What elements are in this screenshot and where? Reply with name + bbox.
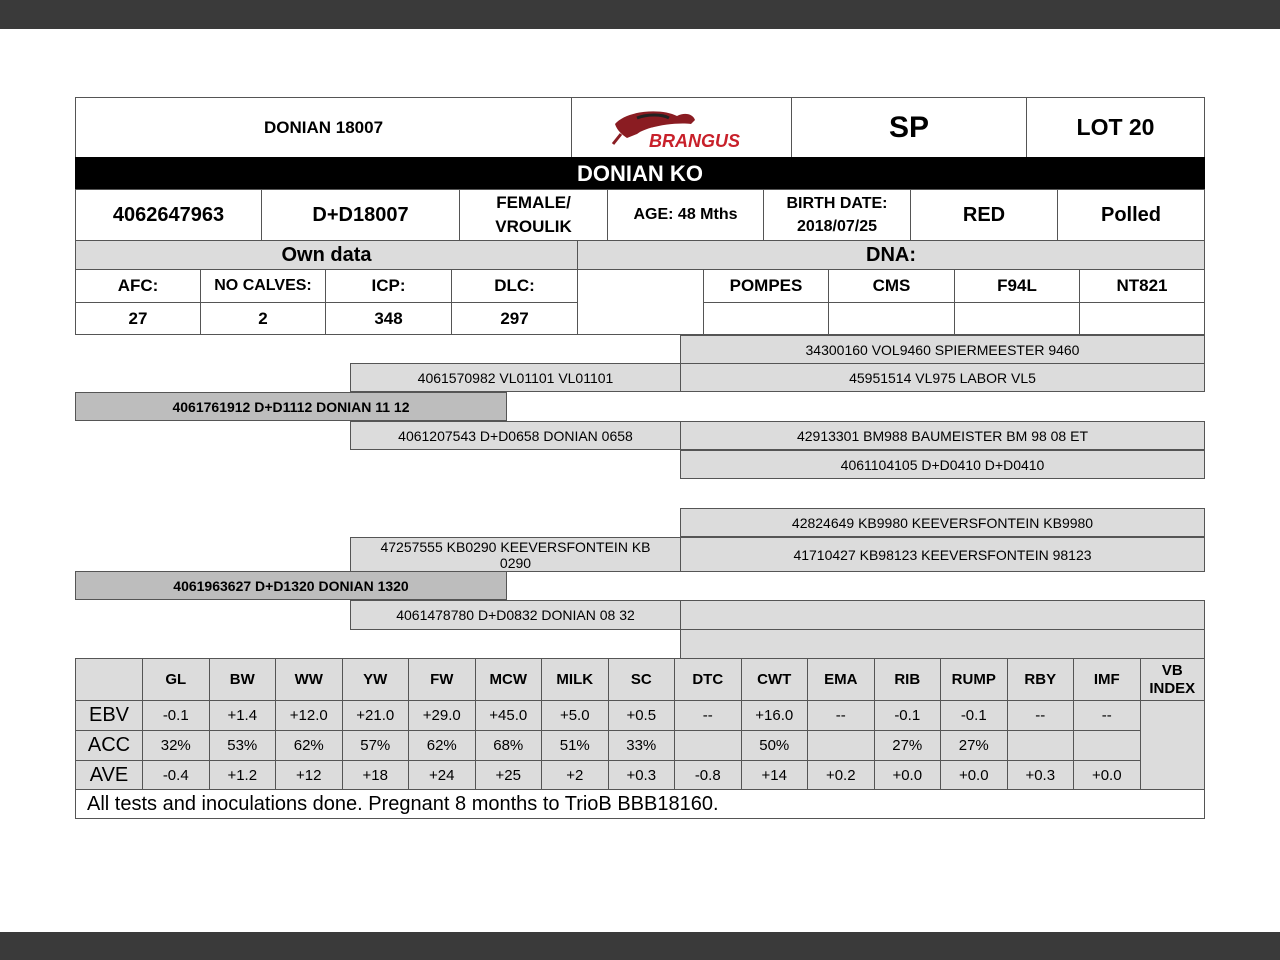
ebv-header-sc: SC: [608, 658, 676, 701]
own-data-value-icp: 348: [325, 302, 452, 335]
ebv-row-label-acc: ACC: [75, 730, 143, 761]
ebv-cell: 50%: [741, 730, 809, 761]
pedigree-sire-dam-sire: 42913301 BM988 BAUMEISTER BM 98 08 ET: [680, 421, 1205, 450]
dna-header-cms: CMS: [828, 269, 955, 303]
ebv-cell: -0.1: [940, 700, 1008, 731]
ebv-cell: +0.3: [1007, 760, 1075, 791]
ebv-cell: +29.0: [408, 700, 476, 731]
dna-header-pompes: POMPES: [703, 269, 829, 303]
color: RED: [910, 189, 1058, 241]
ebv-header-gl: GL: [142, 658, 210, 701]
ebv-cell: 57%: [342, 730, 410, 761]
vb-index-value: [1140, 700, 1206, 791]
ebv-cell: +18: [342, 760, 410, 791]
herd-id: D+D18007: [261, 189, 460, 241]
own-data-header-calves: NO CALVES:: [200, 269, 326, 303]
lot-number: LOT 20: [1026, 97, 1205, 158]
dna-header-nt821: NT821: [1079, 269, 1205, 303]
dna-blank-cell: [577, 269, 704, 335]
ebv-cell: +0.0: [874, 760, 942, 791]
brangus-logo: [571, 97, 792, 158]
sex-line1: FEMALE/: [496, 193, 571, 212]
ebv-cell: 27%: [874, 730, 942, 761]
own-data-header-icp: ICP:: [325, 269, 452, 303]
own-data-header-afc: AFC:: [75, 269, 201, 303]
vb-header-line1: VB: [1161, 661, 1183, 679]
ebv-header-bw: BW: [209, 658, 277, 701]
pedigree-sire-sire-sire: 34300160 VOL9460 SPIERMEESTER 9460: [680, 335, 1205, 364]
ebv-cell: +1.4: [209, 700, 277, 731]
pedigree-sire-dam: 4061207543 D+D0658 DONIAN 0658: [350, 421, 681, 450]
ebv-cell: +21.0: [342, 700, 410, 731]
ebv-header-ema: EMA: [807, 658, 875, 701]
ebv-cell: 62%: [408, 730, 476, 761]
ebv-cell: +12.0: [275, 700, 343, 731]
ebv-cell: -0.4: [142, 760, 210, 791]
ebv-cell: [807, 730, 875, 761]
dna-value-cms: [828, 302, 955, 335]
ebv-cell: +0.0: [940, 760, 1008, 791]
dna-value-nt821: [1079, 302, 1205, 335]
ebv-cell: 51%: [541, 730, 609, 761]
bottom-frame-bar: [0, 932, 1280, 960]
vb-header-line2: INDEX: [1149, 679, 1196, 697]
age: AGE: 48 Mths: [607, 189, 764, 241]
dna-title: DNA:: [577, 240, 1205, 270]
ebv-cell: [674, 730, 742, 761]
ebv-cell: +0.5: [608, 700, 676, 731]
ebv-header-ww: WW: [275, 658, 343, 701]
ebv-header-imf: IMF: [1073, 658, 1141, 701]
ebv-cell: +12: [275, 760, 343, 791]
ebv-cell: +25: [475, 760, 543, 791]
dna-header-f94l: F94L: [954, 269, 1080, 303]
ebv-cell: +16.0: [741, 700, 809, 731]
animal-name: DONIAN 18007: [75, 97, 572, 158]
own-data-title: Own data: [75, 240, 578, 270]
ebv-cell: +5.0: [541, 700, 609, 731]
ebv-header-yw: YW: [342, 658, 410, 701]
own-data-value-calves: 2: [200, 302, 326, 335]
ebv-cell: -0.1: [874, 700, 942, 731]
pedigree-dam-dam: 4061478780 D+D0832 DONIAN 08 32: [350, 600, 681, 630]
ebv-cell: --: [674, 700, 742, 731]
ebv-header-rump: RUMP: [940, 658, 1008, 701]
own-data-value-afc: 27: [75, 302, 201, 335]
ebv-header-mcw: MCW: [475, 658, 543, 701]
horn-status: Polled: [1057, 189, 1205, 241]
own-data-header-dlc: DLC:: [451, 269, 578, 303]
category-code: SP: [791, 97, 1027, 158]
ebv-cell: 33%: [608, 730, 676, 761]
ebv-header-fw: FW: [408, 658, 476, 701]
ebv-cell: 32%: [142, 730, 210, 761]
pedigree-sire-dam-dam: 4061104105 D+D0410 D+D0410: [680, 450, 1205, 479]
birth-date-cell: [763, 189, 911, 241]
ebv-cell: --: [807, 700, 875, 731]
ebv-header-milk: MILK: [541, 658, 609, 701]
ebv-header-corner: [75, 658, 143, 701]
ebv-header-rib: RIB: [874, 658, 942, 701]
ebv-header-rby: RBY: [1007, 658, 1075, 701]
pedigree-dam-sire: 47257555 KB0290 KEEVERSFONTEIN KB 0290: [350, 537, 681, 572]
ebv-row-label-ave: AVE: [75, 760, 143, 791]
notes: All tests and inoculations done. Pregnant 8 months to TrioB BBB18160.: [75, 789, 1205, 819]
animal-title: DONIAN KO: [75, 157, 1205, 190]
registration-number: 4062647963: [75, 189, 262, 241]
birth-date-label: BIRTH DATE:: [786, 195, 888, 212]
ebv-cell: --: [1073, 700, 1141, 731]
ebv-header-cwt: CWT: [741, 658, 809, 701]
ebv-cell: +1.2: [209, 760, 277, 791]
dna-value-f94l: [954, 302, 1080, 335]
top-frame-bar: [0, 0, 1280, 29]
pedigree-dam: 4061963627 D+D1320 DONIAN 1320: [75, 571, 507, 600]
ebv-cell: [1007, 730, 1075, 761]
pedigree-sire-sire-dam: 45951514 VL975 LABOR VL5: [680, 363, 1205, 392]
ebv-cell: 53%: [209, 730, 277, 761]
birth-date-value: 2018/07/25: [796, 218, 878, 235]
pedigree-dam-sire-dam: 41710427 KB98123 KEEVERSFONTEIN 98123: [680, 537, 1205, 572]
dna-value-pompes: [703, 302, 829, 335]
sex-cell: [459, 189, 608, 241]
bull-logo-icon: [607, 104, 757, 152]
logo-text: BRANGUS: [648, 130, 740, 151]
sex-line2: VROULIK: [495, 217, 572, 236]
pedigree-sire: 4061761912 D+D1112 DONIAN 11 12: [75, 392, 507, 421]
ebv-cell: 62%: [275, 730, 343, 761]
ebv-header-dtc: DTC: [674, 658, 742, 701]
pedigree-dam-dam-dam: [680, 629, 1205, 659]
ebv-cell: --: [1007, 700, 1075, 731]
ebv-cell: -0.8: [674, 760, 742, 791]
ebv-row-label-ebv: EBV: [75, 700, 143, 731]
ebv-cell: -0.1: [142, 700, 210, 731]
ebv-cell: 68%: [475, 730, 543, 761]
ebv-cell: +24: [408, 760, 476, 791]
pedigree-sire-sire: 4061570982 VL01101 VL01101: [350, 363, 681, 392]
ebv-cell: +45.0: [475, 700, 543, 731]
vb-index-header: [1140, 658, 1206, 701]
pedigree-dam-dam-sire: [680, 600, 1205, 630]
ebv-cell: +14: [741, 760, 809, 791]
pedigree-dam-sire-sire: 42824649 KB9980 KEEVERSFONTEIN KB9980: [680, 508, 1205, 537]
ebv-cell: [1073, 730, 1141, 761]
ebv-cell: +0.0: [1073, 760, 1141, 791]
ebv-cell: +2: [541, 760, 609, 791]
own-data-value-dlc: 297: [451, 302, 578, 335]
ebv-cell: +0.3: [608, 760, 676, 791]
ebv-cell: +0.2: [807, 760, 875, 791]
ebv-cell: 27%: [940, 730, 1008, 761]
